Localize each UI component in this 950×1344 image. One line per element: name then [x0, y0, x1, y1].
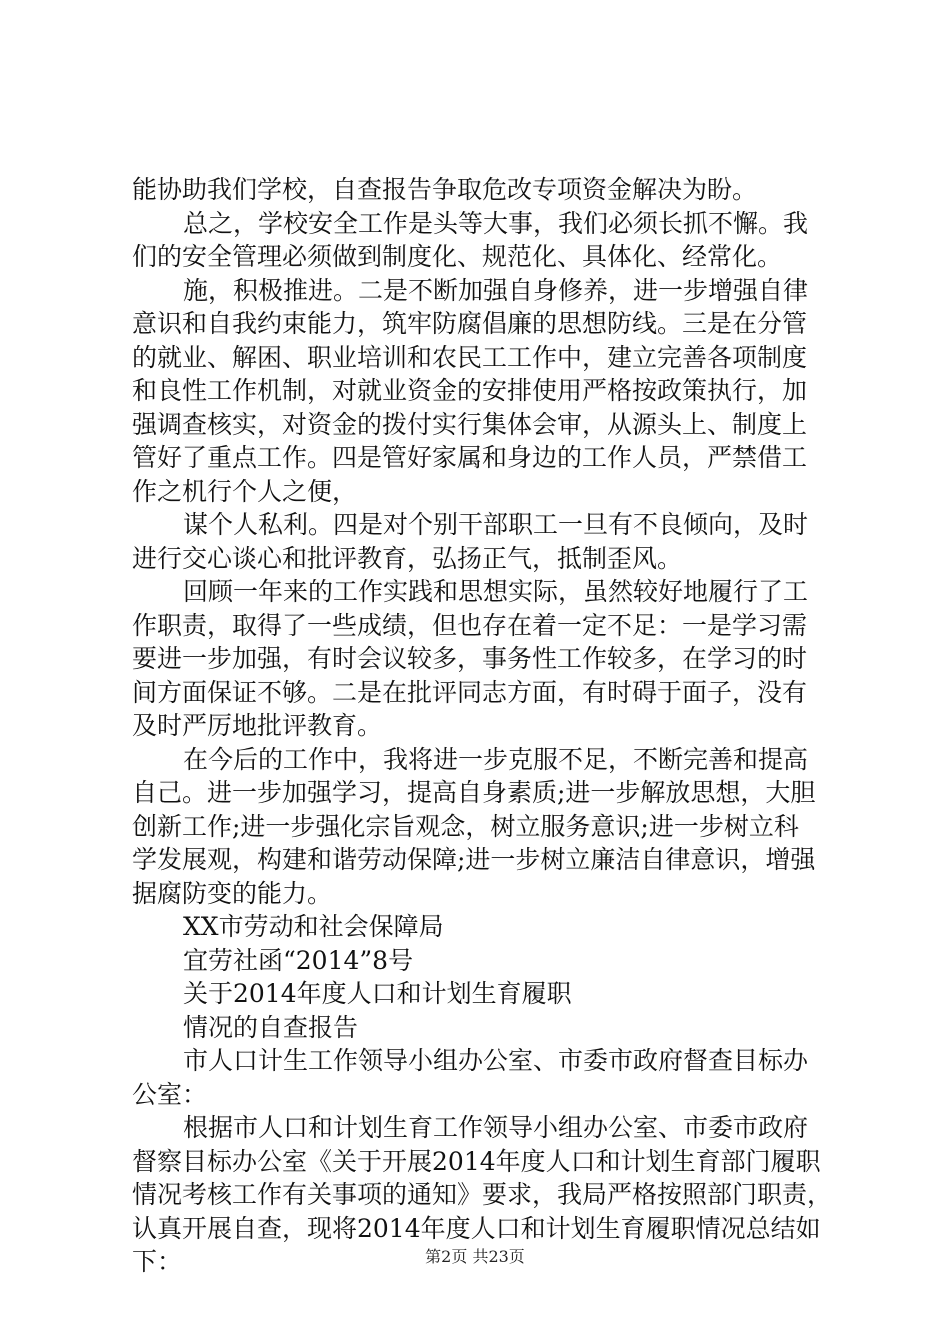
text-line: 下： [132, 1247, 183, 1276]
text-line: 作之机行个人之便， [132, 476, 358, 506]
text-line: 能协助我们学校，自查报告争取危改专项资金解决为盼。 [132, 175, 758, 204]
page-footer: 第2页 共23页 [425, 1247, 525, 1266]
document-body [132, 173, 832, 1279]
text-line: 根据市人口和计划生育工作领导小组办公室、市委市政府 [183, 1113, 809, 1142]
text-line: 谋个人私利。四是对个别干部职工一旦有不良倾向，及时 [183, 510, 809, 539]
text-line: 认真开展自查，现将2014年度人口和计划生育履职情况总结如 [132, 1213, 821, 1243]
text-line: 间方面保证不够。二是在批评同志方面，有时碍于面子，没有 [132, 677, 808, 707]
text-line: 进行交心谈心和批评教育，弘扬正气，抵制歪风。 [132, 543, 683, 573]
text-line: 学发展观，构建和谐劳动保障;进一步树立廉洁自律意识，增强 [132, 845, 816, 874]
text-line: 意识和自我约束能力，筑牢防腐倡廉的思想防线。三是在分管 [132, 309, 808, 338]
text-line: 情况考核工作有关事项的通知》要求，我局严格按照部门职责， [132, 1180, 833, 1209]
text-line: 施，积极推进。二是不断加强自身修养，进一步增强自律 [183, 275, 809, 305]
report-title-line-1: 关于2014年度人口和计划生育履职 [183, 979, 572, 1008]
text-line: 的就业、解困、职业培训和农民工工作中，建立完善各项制度 [132, 342, 808, 372]
document-number: 宜劳社函“2014”8号 [183, 945, 414, 975]
text-line: 创新工作;进一步强化宗旨观念，树立服务意识;进一步树立科 [132, 811, 799, 841]
report-title-line-2: 情况的自查报告 [183, 1012, 359, 1042]
text-line: 和良性工作机制，对就业资金的安排使用严格按政策执行，加 [132, 376, 808, 405]
text-line: 自己。进一步加强学习，提高自身素质;进一步解放思想，大胆 [132, 778, 816, 807]
text-line: 督察目标办公室《关于开展2014年度人口和计划生育部门履职 [132, 1146, 821, 1176]
text-line: 作职责，取得了一些成绩，但也存在着一定不足：一是学习需 [132, 610, 808, 640]
recipient-line: 市人口计生工作领导小组办公室、市委市政府督查目标办 [183, 1046, 809, 1075]
text-line: 据腐防变的能力。 [132, 878, 333, 908]
text-line: 公室： [132, 1079, 208, 1109]
text-line: 及时严厉地批评教育。 [132, 711, 383, 740]
text-line: 们的安全管理必须做到制度化、规范化、具体化、经常化。 [132, 242, 783, 271]
text-line: 在今后的工作中，我将进一步克服不足，不断完善和提高 [183, 744, 809, 774]
text-line: 总之，学校安全工作是头等大事，我们必须长抓不懈。我 [183, 208, 809, 238]
text-line: 回顾一年来的工作实践和思想实际，虽然较好地履行了工 [183, 577, 809, 606]
sender-org: XX市劳动和社会保障局 [183, 912, 444, 941]
text-line: 强调查核实，对资金的拨付实行集体会审，从源头上、制度上 [132, 409, 808, 439]
text-line: 管好了重点工作。四是管好家属和身边的工作人员，严禁借工 [132, 443, 808, 472]
text-line: 要进一步加强，有时会议较多，事务性工作较多，在学习的时 [132, 644, 808, 673]
